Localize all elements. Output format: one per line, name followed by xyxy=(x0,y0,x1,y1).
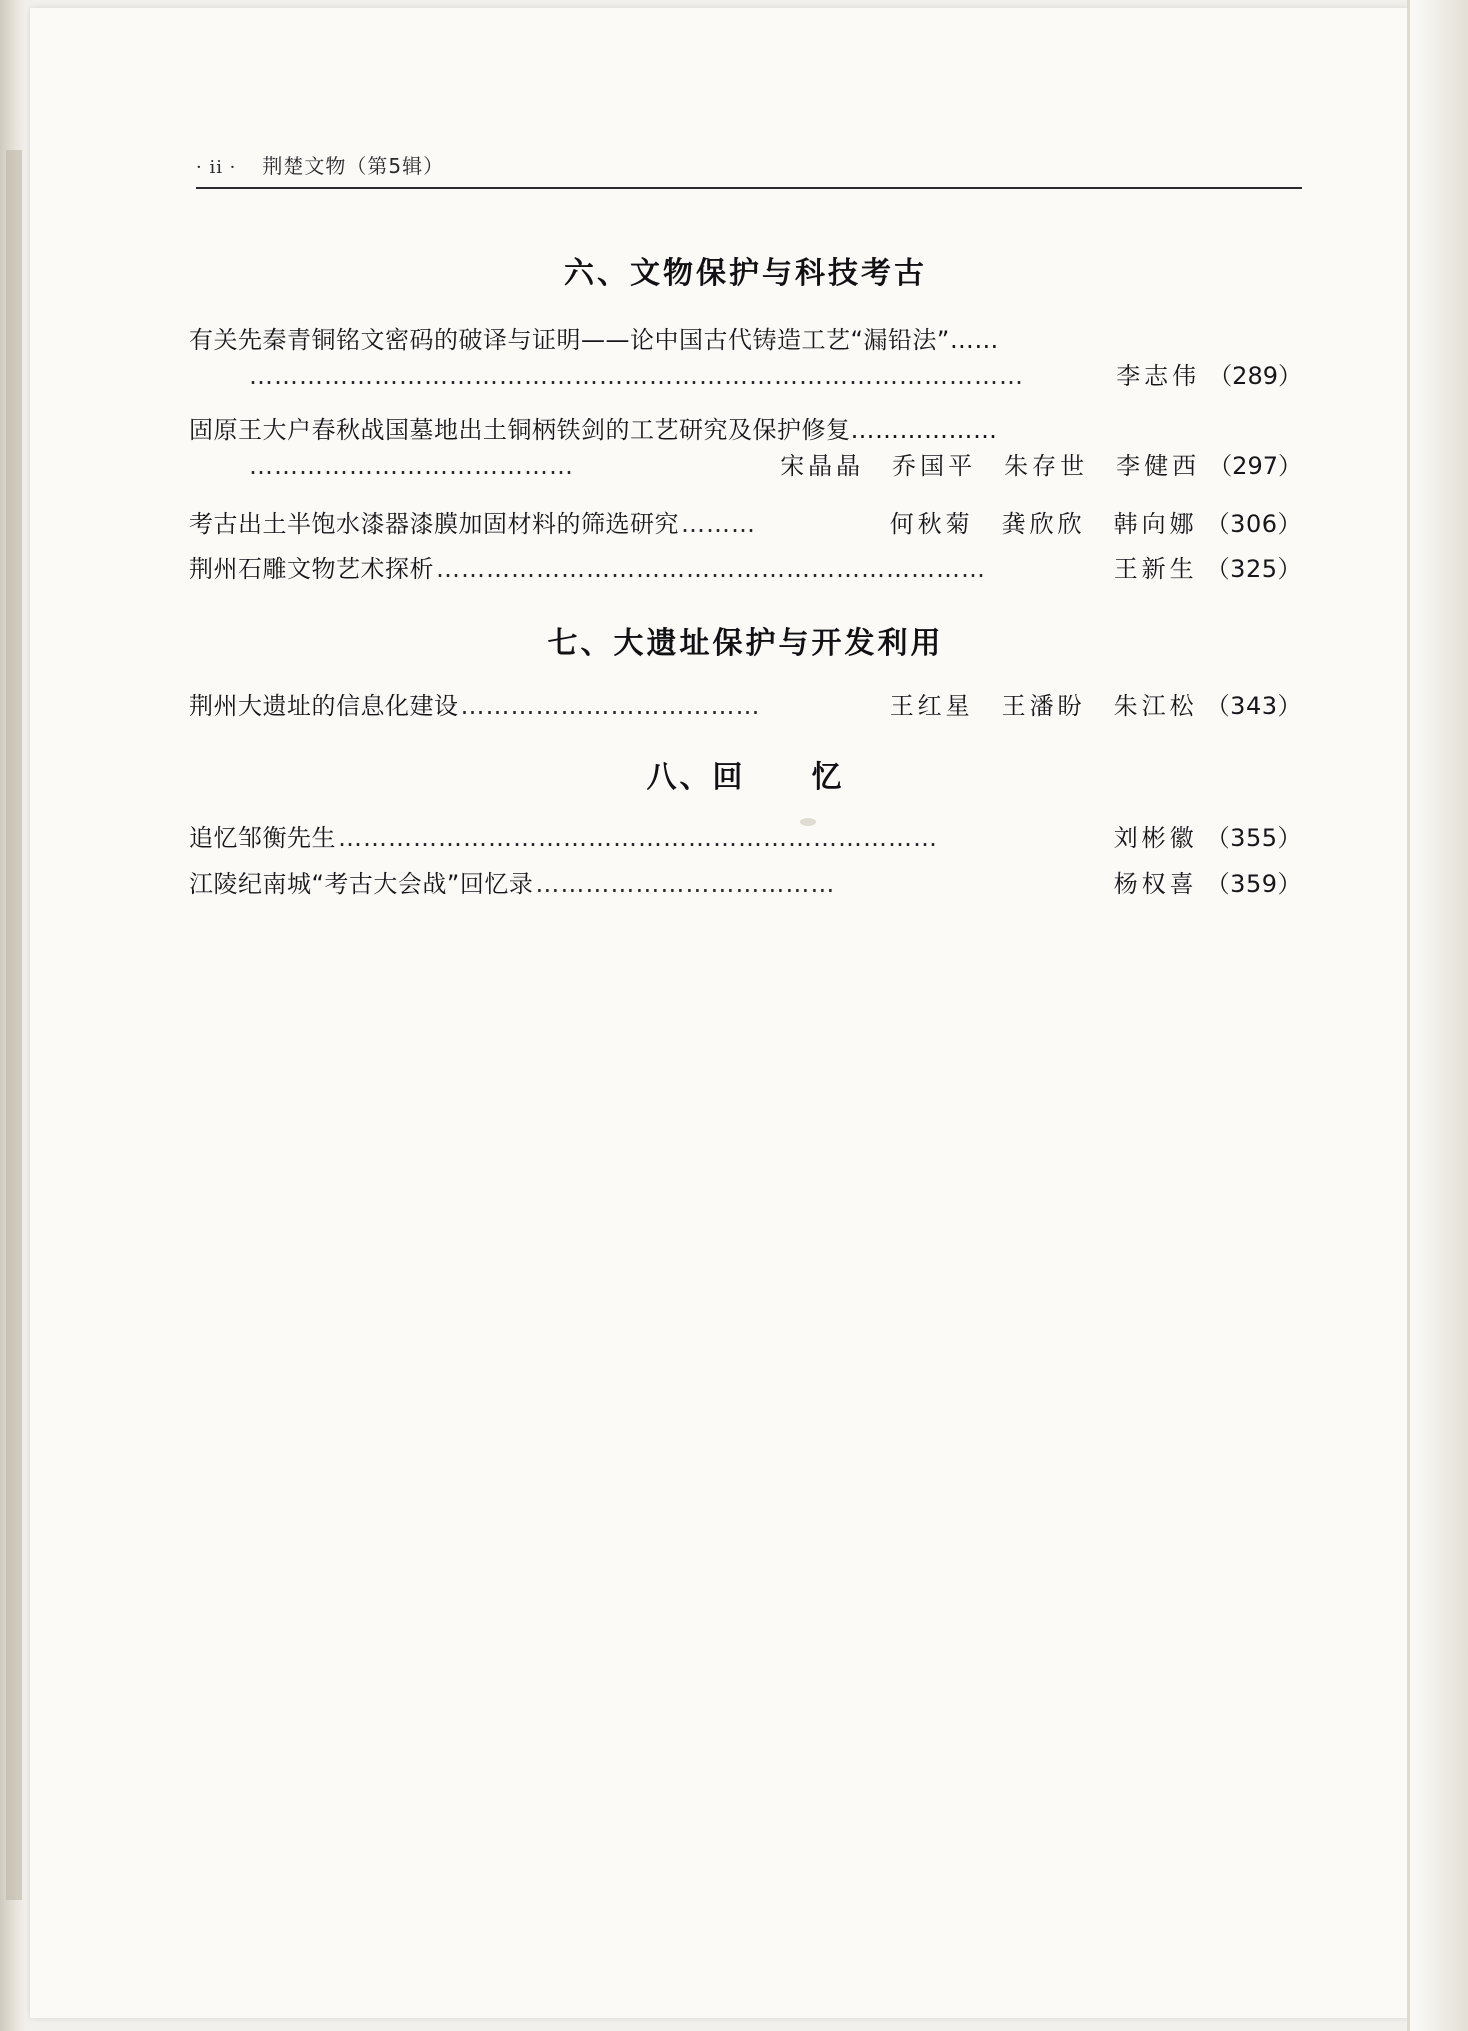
section-heading-8: 八、回 忆 xyxy=(646,760,845,795)
toc-entry-2[interactable] xyxy=(189,412,1302,485)
toc-authors: 杨权喜 xyxy=(1113,870,1198,898)
leader-dots: ………………………………… xyxy=(249,452,574,481)
section-heading-8-wrap xyxy=(189,752,1302,796)
toc-entry-title-line xyxy=(189,322,1302,358)
toc-page-number: （306） xyxy=(1205,510,1302,538)
toc-authors: 何秋菊 龚欣欣 韩向娜 xyxy=(889,510,1198,538)
running-header xyxy=(196,150,1301,179)
toc-title: 固原王大户春秋战国墓地出土铜柄铁剑的工艺研究及保护修复……………… xyxy=(189,416,998,444)
book-title: 荆楚文物（第5辑） xyxy=(262,154,445,178)
toc-title: 荆州石雕文物艺术探析 xyxy=(189,555,434,583)
toc-title: 有关先秦青铜铭文密码的破译与证明——论中国古代铸造工艺“漏铅法”…… xyxy=(189,326,999,354)
toc-entry-7[interactable] xyxy=(189,866,1302,902)
toc-entry-6[interactable] xyxy=(189,820,1302,856)
toc-entry-3[interactable] xyxy=(189,506,1302,542)
leader-dots: ………………………………………………………… xyxy=(436,555,986,583)
toc-authors: 宋晶晶 乔国平 朱存世 李健西 xyxy=(780,452,1201,481)
section-heading-6: 六、文物保护与科技考古 xyxy=(564,256,927,291)
toc-entry-5[interactable] xyxy=(189,688,1302,724)
leader-dots: ……………………………… xyxy=(535,870,836,898)
toc-authors: 王红星 王潘盼 朱江松 xyxy=(889,692,1198,720)
toc-entry-continuation-line xyxy=(189,448,1302,484)
toc-page-number: （359） xyxy=(1205,870,1302,898)
toc-entry-continuation-line xyxy=(189,358,1302,394)
toc-entry-title-line xyxy=(189,412,1302,448)
leader-dots: ……… xyxy=(681,510,756,538)
toc-entry-line xyxy=(189,551,1302,587)
toc-entry-line xyxy=(189,688,1302,724)
section-heading-7: 七、大遗址保护与开发利用 xyxy=(547,626,944,661)
toc-entry-line xyxy=(189,866,1302,902)
folio-number: · ii · xyxy=(196,157,237,178)
toc-entry-4[interactable] xyxy=(189,551,1302,587)
leader-dots: ………………………………………………………………………………… xyxy=(249,362,1024,391)
section-heading-7-wrap xyxy=(189,618,1302,662)
leader-dots: ……………………………… xyxy=(460,692,761,720)
section-heading-6-wrap xyxy=(189,248,1302,292)
toc-title: 江陵纪南城“考古大会战”回忆录 xyxy=(189,870,534,898)
toc-page-number: （343） xyxy=(1205,692,1302,720)
toc-page-number: （325） xyxy=(1205,555,1302,583)
toc-page-number: （355） xyxy=(1205,824,1302,852)
toc-authors: 王新生 xyxy=(1113,555,1198,583)
toc-entry-line xyxy=(189,506,1302,542)
toc-page-number: （289） xyxy=(1208,362,1302,391)
toc-entry-1[interactable] xyxy=(189,322,1302,395)
toc-authors: 刘彬徽 xyxy=(1113,824,1198,852)
leader-dots: ……………………………………………………………… xyxy=(338,824,938,852)
toc-authors: 李志伟 xyxy=(1116,362,1201,391)
toc-page-number: （297） xyxy=(1208,452,1302,481)
toc-title: 荆州大遗址的信息化建设 xyxy=(189,692,459,720)
toc-title: 追忆邹衡先生 xyxy=(189,824,336,852)
toc-entry-line xyxy=(189,820,1302,856)
header-rule xyxy=(196,187,1302,189)
toc-title: 考古出土半饱水漆器漆膜加固材料的筛选研究 xyxy=(189,510,679,538)
